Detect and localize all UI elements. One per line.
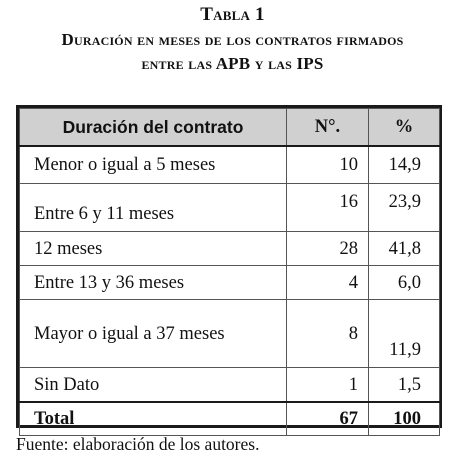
table-row (20, 184, 440, 232)
row-count: 1 (287, 368, 369, 403)
row-percent: 41,8 (369, 232, 440, 266)
table-row (20, 232, 440, 266)
total-label: Total (20, 402, 287, 436)
header-duration: Duración del contrato (20, 109, 287, 147)
source-note: Fuente: elaboración de los autores. (16, 434, 260, 454)
row-percent: 23,9 (369, 184, 440, 232)
header-count: N°. (287, 109, 369, 147)
row-count: 28 (287, 232, 369, 266)
row-count: 16 (287, 184, 369, 232)
total-row (20, 402, 440, 436)
total-count: 67 (287, 402, 369, 436)
row-count: 8 (287, 300, 369, 368)
row-count: 4 (287, 266, 369, 300)
row-label: 12 meses (20, 232, 287, 266)
row-label: Menor o igual a 5 meses (20, 146, 287, 184)
contract-duration-table (16, 105, 442, 428)
row-percent: 6,0 (369, 266, 440, 300)
table-title-line-1: Duración en meses de los contratos firmados (61, 30, 404, 49)
row-percent: 14,9 (369, 146, 440, 184)
header-row (20, 109, 440, 147)
row-percent: 11,9 (369, 300, 440, 368)
row-count: 10 (287, 146, 369, 184)
row-label: Entre 6 y 11 meses (20, 184, 287, 232)
row-percent: 1,5 (369, 368, 440, 403)
table-row (20, 266, 440, 300)
data-table (19, 108, 440, 436)
header-percent: % (369, 109, 440, 147)
total-percent: 100 (369, 402, 440, 436)
table-caption-label: Tabla 1 (200, 4, 265, 25)
table-row (20, 300, 440, 368)
table-row (20, 146, 440, 184)
row-label: Entre 13 y 36 meses (20, 266, 287, 300)
table-row (20, 368, 440, 403)
row-label: Sin Dato (20, 368, 287, 403)
table-title-line-2: entre las APB y las IPS (141, 54, 324, 73)
row-label: Mayor o igual a 37 meses (20, 300, 287, 368)
